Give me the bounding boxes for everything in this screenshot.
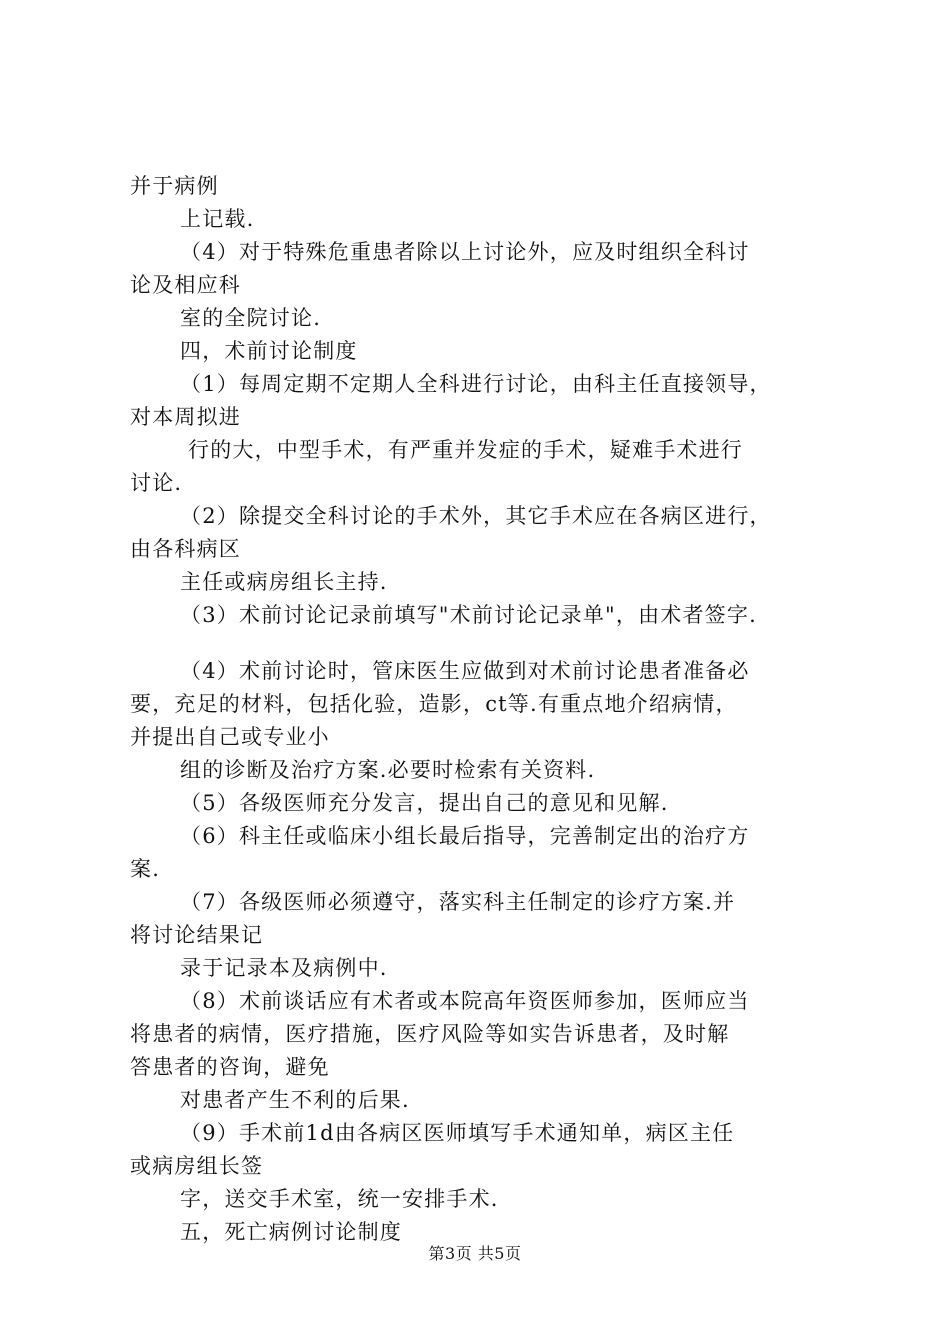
text-line: 要，充足的材料，包括化验，造影，ct等.有重点地介绍病情， [130,692,738,716]
text-line: （9）手术前1d由各病区医师填写手术通知单，病区主任 [180,1121,735,1145]
text-line: 答患者的咨询，避免 [130,1055,330,1079]
text-line: （3）术前讨论记录前填写"术前讨论记录单"，由术者签字. [180,603,757,627]
text-line: 行的大，中型手术，有严重并发症的手术，疑难手术进行 [188,438,743,462]
section-heading: 五，死亡病例讨论制度 [180,1220,402,1244]
text-line: （4）术前讨论时，管床医生应做到对术前讨论患者准备必 [180,659,750,683]
page-footer [0,1243,950,1265]
text-line: 组的诊断及治疗方案.必要时检索有关资料. [180,758,596,782]
text-line: 录于记录本及病例中. [180,956,388,980]
text-line: 将患者的病情，医疗措施，医疗风险等如实告诉患者，及时解 [130,1022,730,1046]
text-line: 上记载. [180,207,255,231]
text-line: （7）各级医师必须遵守，落实科主任制定的诊疗方案.并 [180,890,736,914]
section-heading: 四，术前讨论制度 [180,339,358,363]
text-line: 对本周拟进 [130,405,241,429]
text-line: 或病房组长签 [130,1154,264,1178]
text-line: 讨论. [130,471,183,495]
text-line: 由各科病区 [130,537,241,561]
text-line: （2）除提交全科讨论的手术外，其它手术应在各病区进行， [180,504,772,528]
text-line: 论及相应科 [130,273,241,297]
text-line: （8）术前谈话应有术者或本院高年资医师参加，医师应当 [180,989,750,1013]
text-line: 将讨论结果记 [130,923,264,947]
text-line: 主任或病房组长主持. [180,570,388,594]
text-line: 对患者产生不利的后果. [180,1088,410,1112]
document-body [130,170,850,1249]
text-line: （5）各级医师充分发言，提出自己的意见和见解. [180,791,669,815]
text-line: 并于病例 [130,174,219,198]
text-line: 字，送交手术室，统一安排手术. [180,1187,499,1211]
text-line: 案. [130,857,161,881]
text-line: 室的全院讨论. [180,306,322,330]
text-line: （6）科主任或临床小组长最后指导，完善制定出的治疗方 [180,824,750,848]
page-number-label: 第3页 共5页 [428,1244,522,1263]
text-line: （1）每周定期不定期人全科进行讨论，由科主任直接领导， [180,372,772,396]
paragraph-gap [130,632,850,655]
text-line: （4）对于特殊危重患者除以上讨论外，应及时组织全科讨 [180,240,750,264]
text-line: 并提出自己或专业小 [130,725,330,749]
